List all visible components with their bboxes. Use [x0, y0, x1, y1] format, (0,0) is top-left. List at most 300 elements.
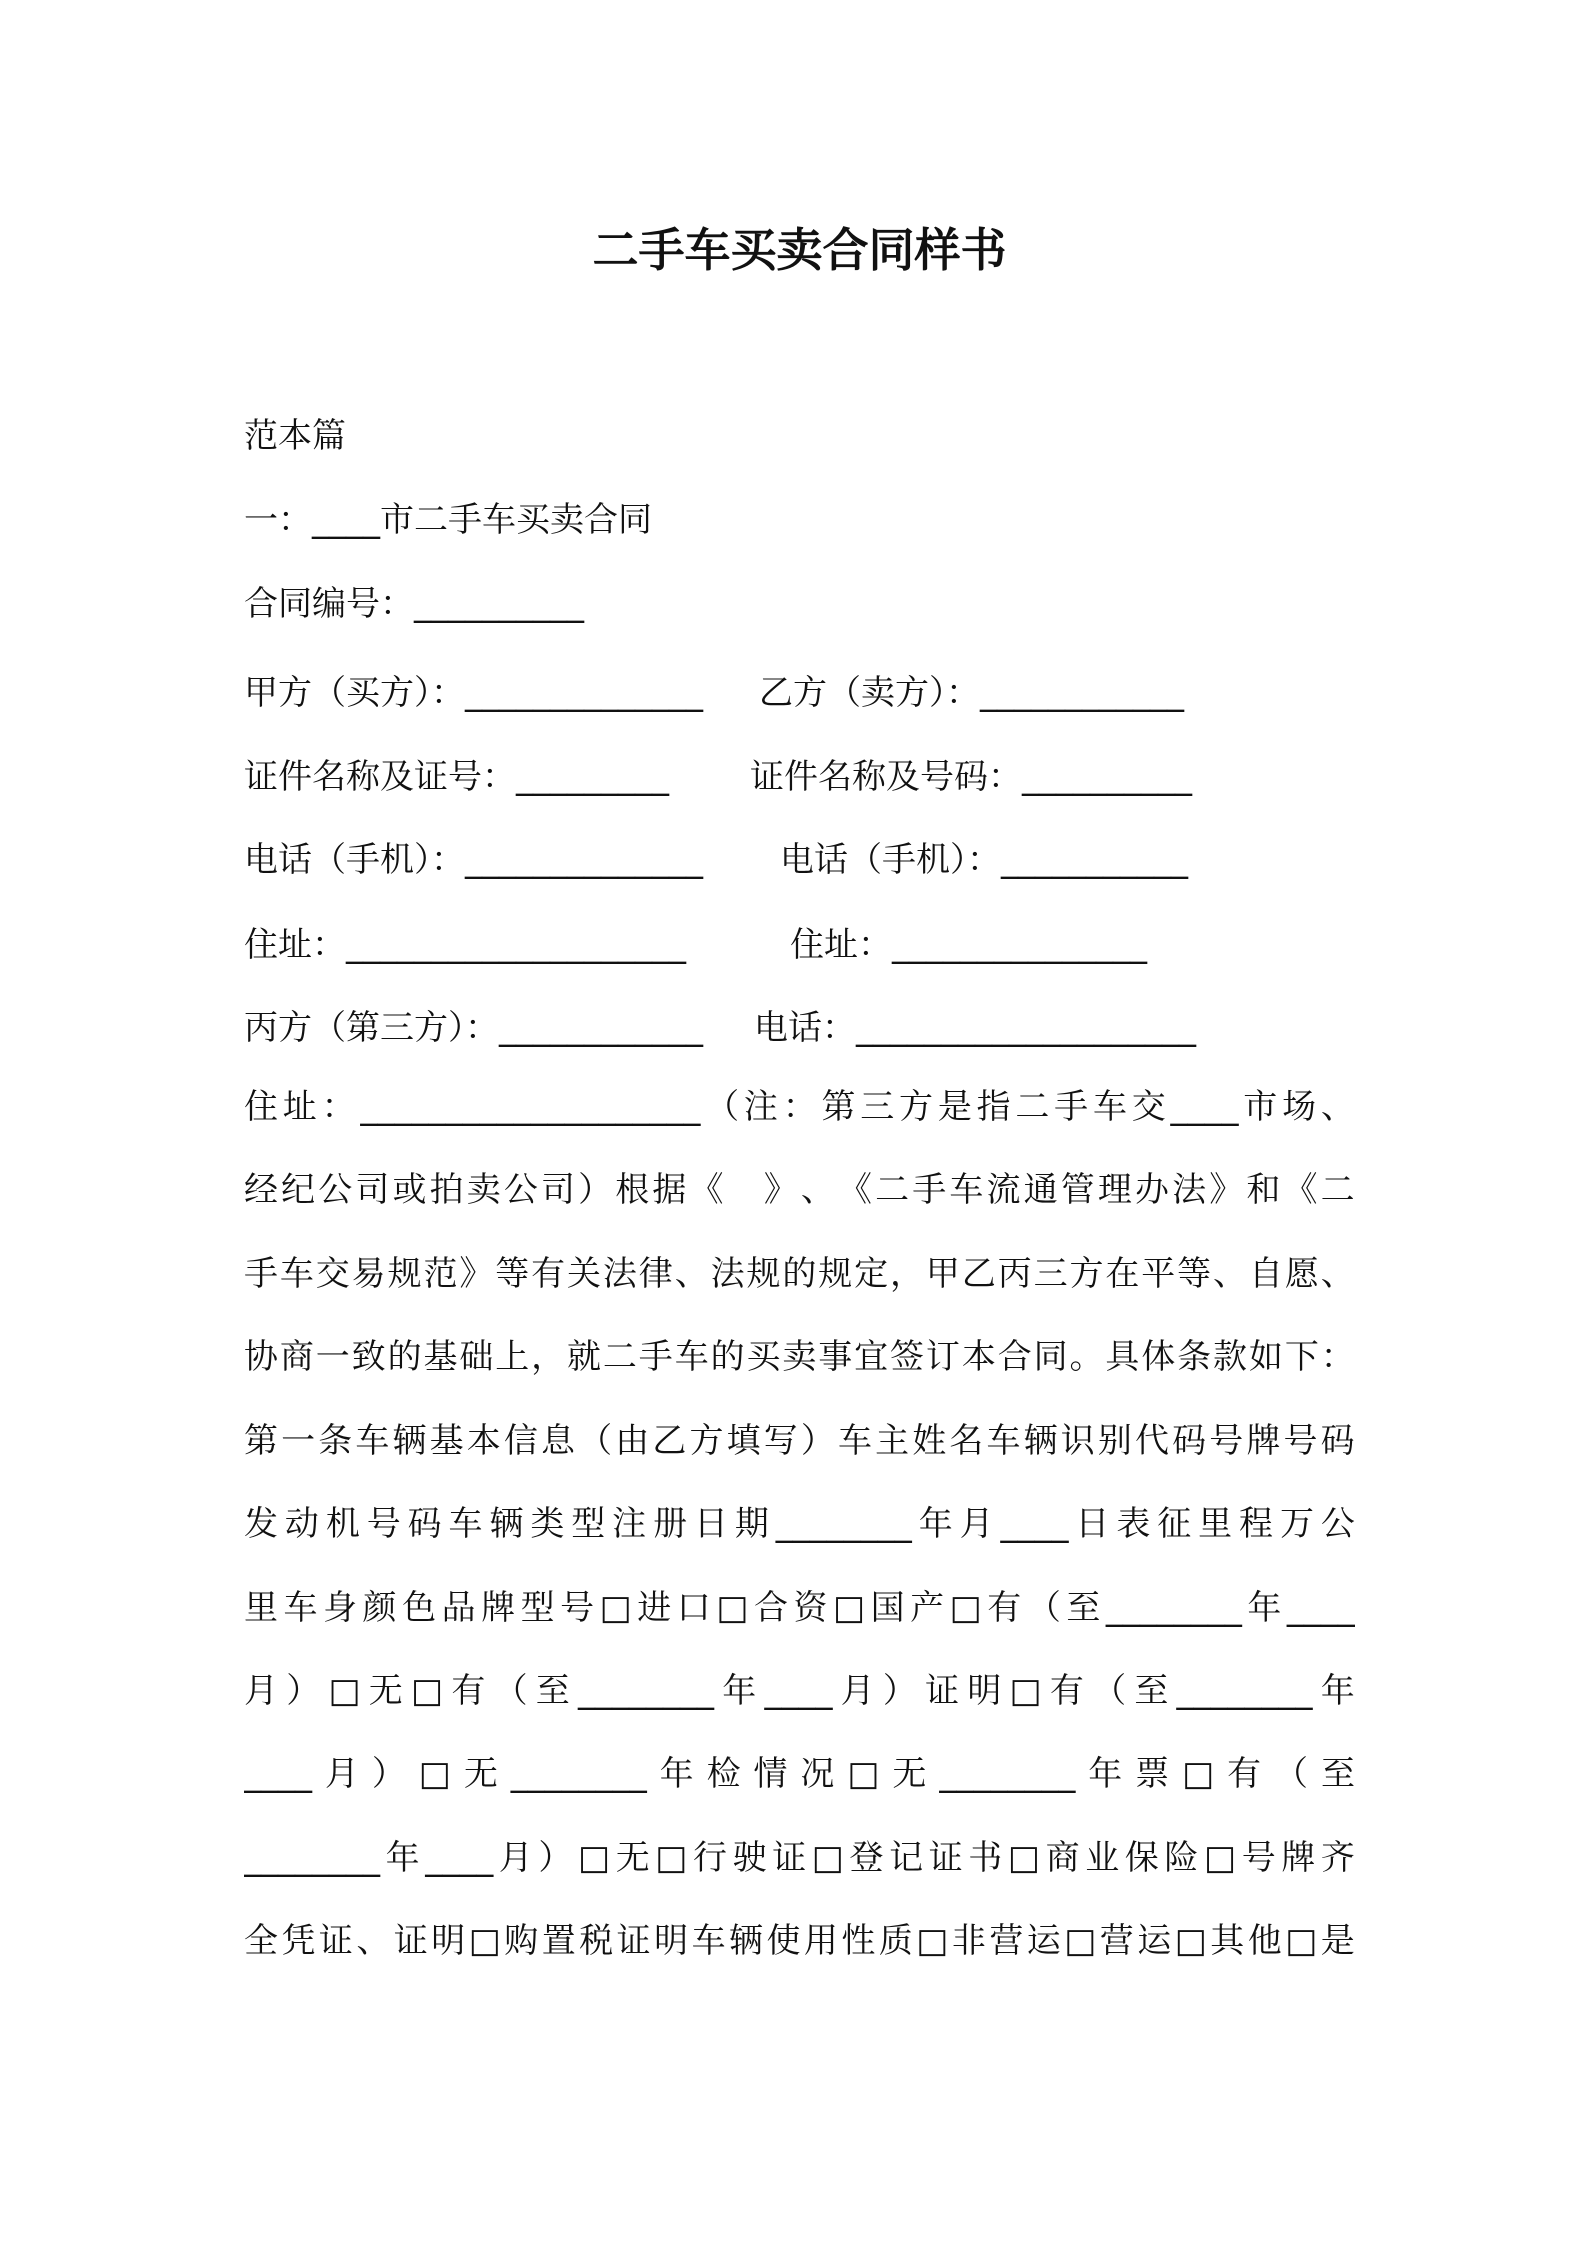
- line-token: 主: [875, 1421, 910, 1461]
- line-token: 乙: [652, 1421, 687, 1461]
- line-token: 车: [1092, 1087, 1127, 1127]
- line-token: 号: [560, 1588, 595, 1628]
- line-token: 第: [821, 1087, 856, 1127]
- line-token: 同: [1033, 1337, 1068, 1377]
- line-token: ）: [800, 1421, 835, 1461]
- line-token: 规: [387, 1254, 422, 1294]
- line-token: 期: [734, 1504, 769, 1544]
- line-token: 住: [244, 1087, 278, 1127]
- line-token: 证: [928, 1838, 963, 1878]
- line-token: 辆: [392, 1421, 427, 1461]
- line-token: ____: [425, 1838, 494, 1878]
- line-token: 由: [615, 1421, 650, 1461]
- line-token: □: [655, 1838, 688, 1878]
- line-token: □: [1285, 1921, 1318, 1961]
- contract-number-field: 合同编号：__________: [244, 584, 584, 624]
- line-token: 注: [743, 1087, 778, 1127]
- line-token: 名: [949, 1421, 984, 1461]
- line-token: 理: [1097, 1170, 1132, 1210]
- line-token: ________: [775, 1504, 912, 1544]
- line-token: 合: [753, 1588, 788, 1628]
- body-line: [244, 1916, 1355, 1966]
- line-token: 规: [746, 1254, 781, 1294]
- line-token: 流: [986, 1170, 1021, 1210]
- line-token: 乙: [961, 1254, 996, 1294]
- line-token: 的: [387, 1337, 422, 1377]
- line-token: 有: [531, 1254, 566, 1294]
- line-token: 姓: [912, 1421, 947, 1461]
- line-token: 》: [459, 1254, 494, 1294]
- line-token: 无: [892, 1754, 927, 1794]
- line-token: 如: [1248, 1337, 1283, 1377]
- line-token: 、: [674, 1254, 709, 1294]
- line-token: 易: [351, 1254, 386, 1294]
- line-token: □: [1064, 1921, 1097, 1961]
- line-token: （: [705, 1087, 740, 1127]
- line-token: 有: [1227, 1754, 1262, 1794]
- line-token: 二: [1320, 1170, 1355, 1210]
- line-token: （: [1026, 1588, 1061, 1628]
- line-token: 明: [967, 1671, 1002, 1711]
- line-token: 车: [691, 1921, 726, 1961]
- line-token: 二: [875, 1170, 910, 1210]
- line-token: 年: [1320, 1671, 1355, 1711]
- line-token: □: [1007, 1838, 1040, 1878]
- line-token: 程: [1239, 1504, 1274, 1544]
- line-token: （: [578, 1421, 613, 1461]
- line-token: ）: [371, 1754, 406, 1794]
- body-line: [244, 1332, 1355, 1382]
- line-token: 型: [520, 1588, 555, 1628]
- line-token: 法: [710, 1254, 745, 1294]
- line-token: 其: [1210, 1921, 1245, 1961]
- line-token: ：: [321, 1087, 356, 1127]
- line-token: ________: [244, 1838, 380, 1878]
- line-token: 法: [1172, 1170, 1207, 1210]
- line-token: 手: [1054, 1087, 1089, 1127]
- line-token: 场: [1282, 1087, 1317, 1127]
- line-token: 运: [1026, 1921, 1061, 1961]
- body-line: [244, 1749, 1355, 1799]
- line-token: 致: [351, 1337, 386, 1377]
- line-token: ，: [890, 1254, 925, 1294]
- line-token: ）: [538, 1838, 573, 1878]
- line-token: 买: [746, 1337, 781, 1377]
- line-token: 类: [530, 1504, 565, 1544]
- line-token: 办: [1135, 1170, 1169, 1210]
- body-line: [244, 1416, 1355, 1466]
- line-token: 拍: [429, 1170, 464, 1210]
- line-token: ____: [1286, 1588, 1355, 1628]
- line-token: 一: [281, 1421, 316, 1461]
- buyer-phone-field: 电话（手机）：______________: [244, 840, 703, 880]
- line-token: 甲: [925, 1254, 960, 1294]
- line-token: 别: [1097, 1421, 1132, 1461]
- line-token: □: [847, 1754, 880, 1794]
- body-line: [244, 1165, 1355, 1215]
- line-token: 二: [602, 1337, 637, 1377]
- line-token: 票: [1135, 1754, 1170, 1794]
- line-token: 手: [244, 1254, 278, 1294]
- line-token: 信: [503, 1421, 538, 1461]
- line-token: 色: [402, 1588, 437, 1628]
- line-token: 》: [1209, 1170, 1244, 1210]
- line-token: 定: [854, 1254, 889, 1294]
- line-token: 年: [1247, 1588, 1282, 1628]
- line-token: 国: [870, 1588, 905, 1628]
- line-token: 证: [393, 1921, 428, 1961]
- line-token: ________: [578, 1671, 714, 1711]
- line-token: 号: [1209, 1421, 1244, 1461]
- body-line: [244, 1499, 1355, 1549]
- line-token: 万: [1279, 1504, 1314, 1544]
- line-token: □: [1203, 1838, 1237, 1878]
- line-token: 至: [535, 1671, 570, 1711]
- line-token: 车: [674, 1337, 709, 1377]
- line-token: ）: [578, 1170, 613, 1210]
- line-token: □: [716, 1588, 749, 1628]
- line-token: 》: [763, 1170, 798, 1210]
- line-token: 证: [925, 1671, 960, 1711]
- line-token: 《: [838, 1170, 872, 1210]
- line-token: □: [328, 1671, 361, 1711]
- line-token: 证: [616, 1921, 651, 1961]
- buyer-id-field: 证件名称及证号：_________: [244, 757, 669, 797]
- line-token: 、: [1213, 1254, 1248, 1294]
- line-token: 运: [1137, 1921, 1172, 1961]
- line-token: 事: [818, 1337, 853, 1377]
- line-token: 指: [976, 1087, 1011, 1127]
- line-token: 辆: [1023, 1421, 1058, 1461]
- line-token: □: [599, 1588, 632, 1628]
- line-token: 、: [1320, 1254, 1355, 1294]
- line-token: 司: [541, 1170, 575, 1210]
- line-token: 行: [693, 1838, 727, 1878]
- line-token: 具: [1105, 1337, 1140, 1377]
- line-token: 质: [878, 1921, 913, 1961]
- line-token: 检: [706, 1754, 741, 1794]
- line-token: 非: [951, 1921, 986, 1961]
- line-token: 司: [355, 1170, 390, 1210]
- line-token: 础: [459, 1337, 494, 1377]
- line-token: 《: [1283, 1170, 1318, 1210]
- line-token: 码: [1320, 1421, 1355, 1461]
- line-token: 明: [654, 1921, 689, 1961]
- third-party-field: 丙方（第三方）：____________: [244, 1008, 703, 1048]
- line-token: 手: [912, 1170, 947, 1210]
- line-token: 月: [244, 1671, 278, 1711]
- line-token: 月: [840, 1671, 875, 1711]
- line-token: 本: [466, 1421, 501, 1461]
- line-token: 体: [1141, 1337, 1176, 1377]
- line-token: 征: [1157, 1504, 1192, 1544]
- line-token: 牌: [1246, 1421, 1281, 1461]
- line-token: 第: [244, 1421, 278, 1461]
- line-token: 根: [615, 1170, 650, 1210]
- line-token: 二: [1015, 1087, 1050, 1127]
- line-token: 身: [323, 1588, 358, 1628]
- contract-heading: 一：____市二手车买卖合同: [244, 500, 652, 540]
- line-token: 协: [244, 1337, 278, 1377]
- line-token: 识: [1060, 1421, 1095, 1461]
- line-token: 、: [800, 1170, 835, 1210]
- body-line: [244, 1583, 1355, 1633]
- line-token: 基: [423, 1337, 458, 1377]
- line-token: 动: [284, 1504, 319, 1544]
- line-token: 公: [503, 1170, 538, 1210]
- line-token: （: [1092, 1671, 1127, 1711]
- line-token: 凭: [281, 1921, 316, 1961]
- line-token: 用: [803, 1921, 838, 1961]
- line-token: 险: [1164, 1838, 1199, 1878]
- line-token: 或: [392, 1170, 427, 1210]
- line-token: 年: [722, 1671, 757, 1711]
- line-token: 愿: [1284, 1254, 1319, 1294]
- line-token: 年: [385, 1838, 420, 1878]
- party-row-third-party: [244, 1003, 1355, 1053]
- line-token: 是: [937, 1087, 972, 1127]
- line-token: 册: [653, 1504, 688, 1544]
- line-token: 注: [612, 1504, 647, 1544]
- line-token: 律: [638, 1254, 673, 1294]
- line-token: 保: [1124, 1838, 1159, 1878]
- line-token: 税: [579, 1921, 614, 1961]
- line-token: [727, 1165, 761, 1215]
- line-token: 下: [1284, 1337, 1319, 1377]
- line-token: ）: [286, 1671, 321, 1711]
- line-token: 记: [889, 1838, 924, 1878]
- line-token: 卖: [782, 1337, 817, 1377]
- line-token: 码: [407, 1504, 442, 1544]
- line-token: □: [1174, 1921, 1207, 1961]
- line-token: 址: [282, 1087, 317, 1127]
- line-token: □: [1182, 1754, 1215, 1794]
- line-token: 就: [567, 1337, 602, 1377]
- line-token: 是: [1320, 1921, 1355, 1961]
- line-token: 颜: [362, 1588, 397, 1628]
- line-token: 车: [283, 1588, 318, 1628]
- line-token: 明: [431, 1921, 466, 1961]
- seller-field: 乙方（卖方）：____________: [759, 673, 1184, 713]
- buyer-address-field: 住址：____________________: [244, 925, 686, 965]
- line-token: 三: [860, 1087, 895, 1127]
- line-token: 书: [968, 1838, 1003, 1878]
- line-token: 置: [541, 1921, 576, 1961]
- line-token: ）: [882, 1671, 917, 1711]
- line-token: 号: [1283, 1421, 1318, 1461]
- line-token: ：: [1320, 1337, 1355, 1377]
- line-token: 丙: [997, 1254, 1032, 1294]
- line-token: 《: [689, 1170, 724, 1210]
- line-token: 至: [1320, 1754, 1355, 1794]
- line-token: 的: [782, 1254, 817, 1294]
- line-token: ，: [531, 1337, 566, 1377]
- line-token: 法: [602, 1254, 637, 1294]
- line-token: 条: [318, 1421, 353, 1461]
- line-token: 商: [1045, 1838, 1080, 1878]
- line-token: 登: [849, 1838, 884, 1878]
- line-token: 公: [318, 1170, 353, 1210]
- line-token: 月: [498, 1838, 533, 1878]
- line-token: □: [832, 1588, 866, 1628]
- line-token: 情: [753, 1754, 788, 1794]
- line-token: 车: [448, 1504, 483, 1544]
- line-token: 上: [495, 1337, 530, 1377]
- line-token: □: [411, 1671, 444, 1711]
- line-token: 经: [244, 1170, 278, 1210]
- line-token: 号: [366, 1504, 401, 1544]
- seller-id-field: 证件名称及号码：__________: [750, 757, 1192, 797]
- line-token: 营: [989, 1921, 1024, 1961]
- line-token: 年: [918, 1504, 953, 1544]
- line-token: 方: [689, 1421, 724, 1461]
- seller-phone-field: 电话（手机）：___________: [780, 840, 1188, 880]
- line-token: 号: [1241, 1838, 1276, 1878]
- line-token: □: [949, 1588, 982, 1628]
- line-token: 平: [1141, 1254, 1176, 1294]
- line-token: 性: [841, 1921, 876, 1961]
- line-token: 合: [997, 1337, 1032, 1377]
- line-token: 机: [325, 1504, 360, 1544]
- line-token: 无: [463, 1754, 498, 1794]
- line-token: 公: [1320, 1504, 1355, 1544]
- line-token: 年: [659, 1754, 694, 1794]
- line-token: 有: [451, 1671, 486, 1711]
- line-token: □: [916, 1921, 949, 1961]
- line-token: 签: [890, 1337, 925, 1377]
- line-token: 和: [1246, 1170, 1281, 1210]
- line-token: ________: [510, 1754, 647, 1794]
- line-token: 范: [423, 1254, 458, 1294]
- body-line: [244, 1249, 1355, 1299]
- party-row-id: [244, 752, 1355, 802]
- line-token: □: [577, 1838, 611, 1878]
- line-token: □: [811, 1838, 844, 1878]
- line-token: 月: [324, 1754, 359, 1794]
- line-token: □: [1009, 1671, 1042, 1711]
- line-token: 品: [441, 1588, 476, 1628]
- line-token: 至: [1134, 1671, 1169, 1711]
- party-row-phone: [244, 835, 1355, 885]
- line-token: ____________________: [360, 1087, 701, 1127]
- line-token: ____: [1000, 1504, 1069, 1544]
- line-token: 至: [1066, 1588, 1101, 1628]
- line-token: 一: [315, 1337, 350, 1377]
- line-token: 填: [726, 1421, 761, 1461]
- line-token: 车: [986, 1421, 1021, 1461]
- line-token: 辆: [729, 1921, 764, 1961]
- line-token: 表: [1116, 1504, 1151, 1544]
- line-token: 口: [676, 1588, 711, 1628]
- line-token: 车: [355, 1421, 390, 1461]
- line-token: □: [468, 1921, 501, 1961]
- line-token: 据: [652, 1170, 687, 1210]
- line-token: 在: [1105, 1254, 1140, 1294]
- line-token: 规: [818, 1254, 853, 1294]
- line-token: 条: [1177, 1337, 1212, 1377]
- line-token: 有: [987, 1588, 1022, 1628]
- line-token: 全: [244, 1921, 278, 1961]
- line-token: 车: [279, 1254, 314, 1294]
- line-token: 里: [1198, 1504, 1233, 1544]
- line-token: 牌: [1281, 1838, 1316, 1878]
- body-line: [244, 1666, 1355, 1716]
- line-token: 车: [838, 1421, 872, 1461]
- party-row-address: [244, 920, 1355, 970]
- line-token: 自: [1248, 1254, 1283, 1294]
- line-token: 驶: [732, 1838, 767, 1878]
- line-token: ________: [1176, 1671, 1313, 1711]
- line-token: 商: [279, 1337, 314, 1377]
- line-token: 有: [1049, 1671, 1084, 1711]
- line-token: 里: [244, 1588, 278, 1628]
- line-token: 等: [495, 1254, 530, 1294]
- line-token: 卖: [466, 1170, 501, 1210]
- line-token: 宜: [854, 1337, 889, 1377]
- line-token: 他: [1247, 1921, 1282, 1961]
- line-token: 无: [615, 1838, 650, 1878]
- line-token: ________: [1105, 1588, 1242, 1628]
- line-token: 管: [1060, 1170, 1095, 1210]
- document-title: 二手车买卖合同样书: [592, 223, 1007, 277]
- line-token: 基: [429, 1421, 464, 1461]
- line-token: 。: [1069, 1337, 1104, 1377]
- line-token: 方: [1069, 1254, 1104, 1294]
- seller-address-field: 住址：_______________: [790, 925, 1147, 965]
- line-token: （: [493, 1671, 528, 1711]
- line-token: 购: [504, 1921, 539, 1961]
- line-token: 进: [637, 1588, 672, 1628]
- line-token: 本: [961, 1337, 996, 1377]
- line-token: 的: [710, 1337, 745, 1377]
- line-token: 发: [244, 1504, 278, 1544]
- line-token: ________: [939, 1754, 1076, 1794]
- line-token: 使: [766, 1921, 801, 1961]
- line-token: 手: [638, 1337, 673, 1377]
- line-token: 型: [571, 1504, 606, 1544]
- line-token: 年: [1088, 1754, 1123, 1794]
- line-token: 息: [541, 1421, 575, 1461]
- party-row-buyer-seller: [244, 668, 1355, 718]
- body-line: [244, 1833, 1355, 1883]
- third-party-phone-field: 电话：____________________: [754, 1008, 1196, 1048]
- line-token: 交: [1131, 1087, 1166, 1127]
- line-token: 况: [800, 1754, 835, 1794]
- line-token: 、: [356, 1921, 391, 1961]
- line-token: 证: [772, 1838, 807, 1878]
- line-token: 辆: [489, 1504, 524, 1544]
- line-token: 三: [1033, 1254, 1068, 1294]
- line-token: 代: [1135, 1421, 1169, 1461]
- line-token: 齐: [1320, 1838, 1355, 1878]
- body-line: [244, 1082, 1355, 1132]
- line-token: 、: [1320, 1087, 1355, 1127]
- line-token: 月: [959, 1504, 994, 1544]
- line-token: 纪: [281, 1170, 316, 1210]
- line-token: 款: [1213, 1337, 1248, 1377]
- line-token: 车: [949, 1170, 984, 1210]
- line-token: 营: [1099, 1921, 1134, 1961]
- line-token: 订: [925, 1337, 960, 1377]
- line-token: 写: [763, 1421, 798, 1461]
- line-token: 关: [567, 1254, 602, 1294]
- buyer-field: 甲方（买方）：______________: [244, 673, 703, 713]
- line-token: 日: [1075, 1504, 1110, 1544]
- line-token: 通: [1023, 1170, 1058, 1210]
- line-token: ____: [244, 1754, 312, 1794]
- line-token: 资: [793, 1588, 828, 1628]
- line-token: ：: [782, 1087, 817, 1127]
